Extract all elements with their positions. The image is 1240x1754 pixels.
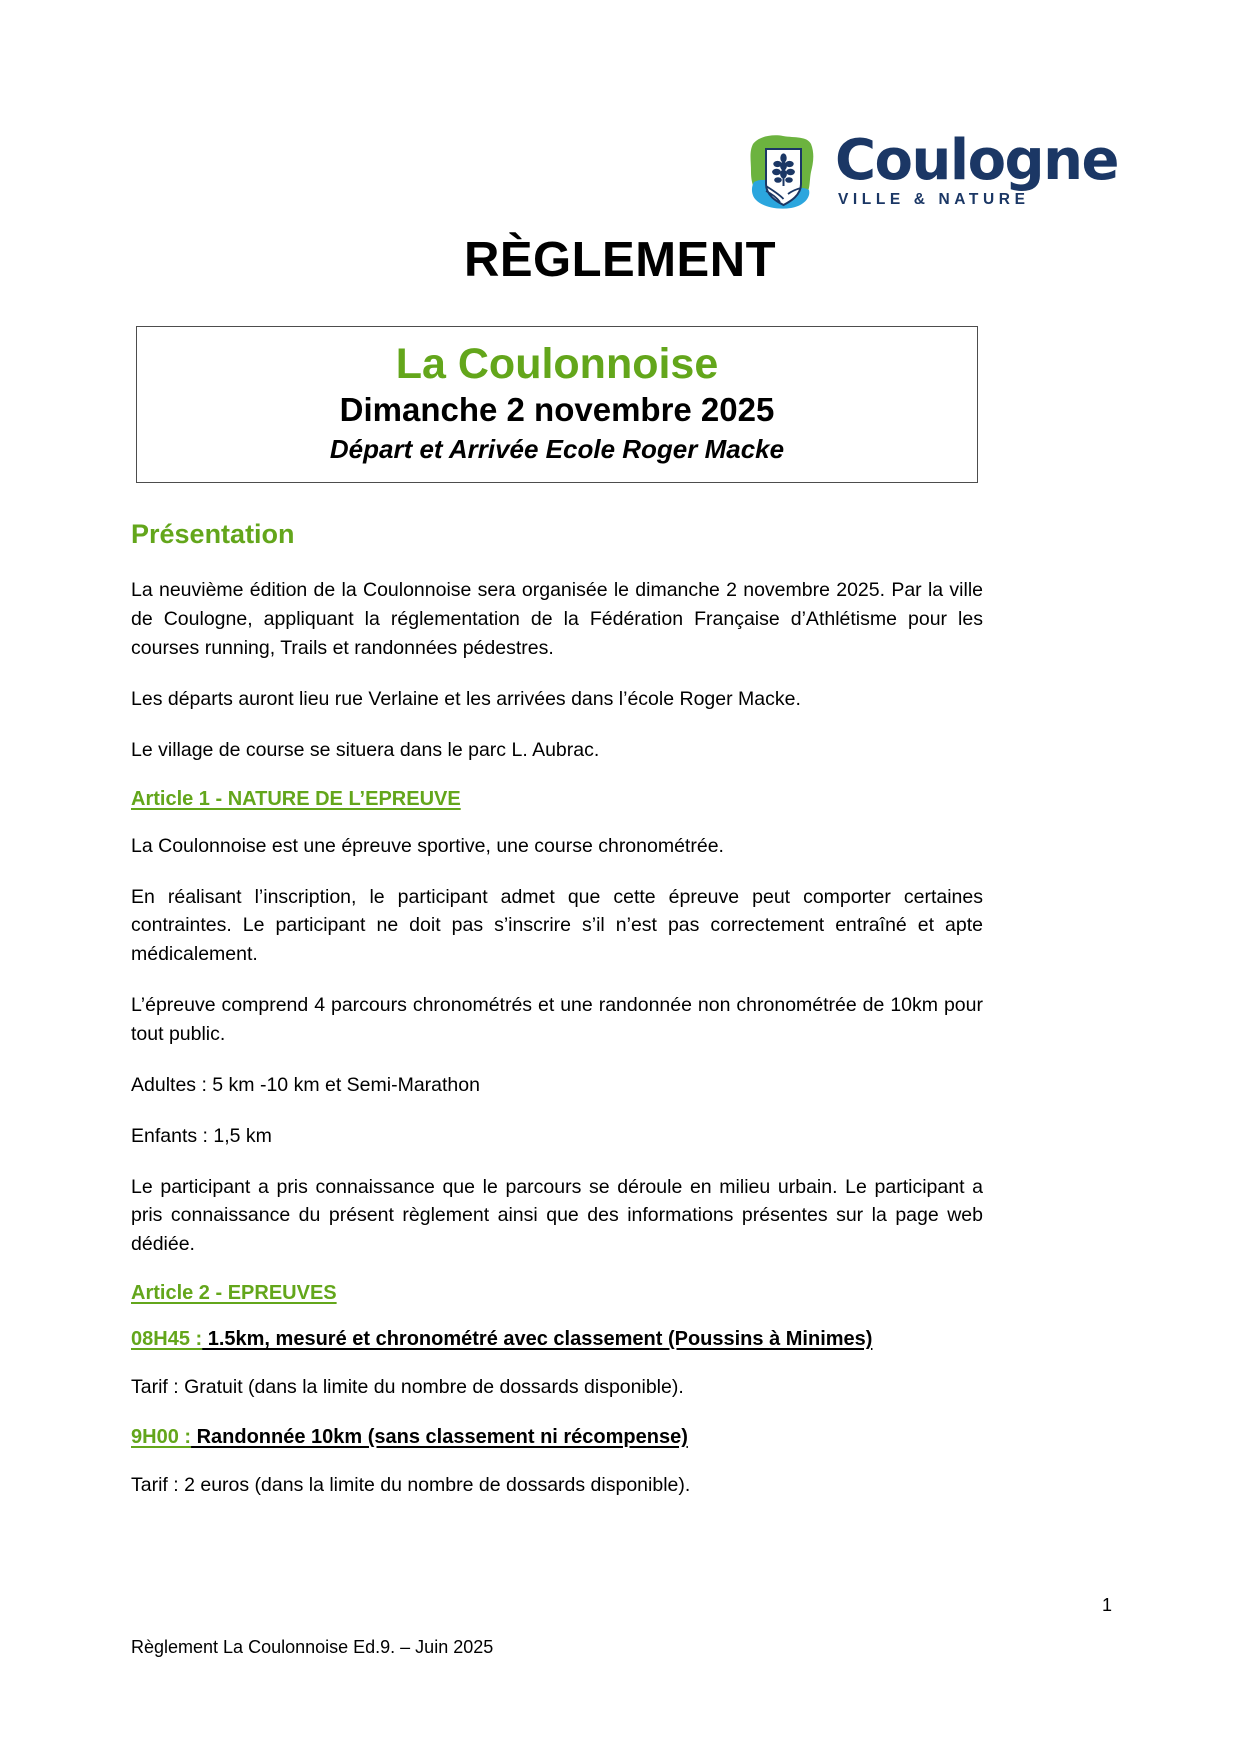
section-heading-presentation: Présentation [131,519,295,549]
presentation-paragraph-1: La neuvième édition de la Coulonnoise sera organisée le dimanche 2 novembre 2025. Par la ville de Coulogne, appliquant la réglementation de la Fédération Française d’Athlétisme pour les courses running, Trails et randonnées pédestres. [131,579,983,660]
event-date: Dimanche 2 novembre 2025 [339,391,775,429]
article1-paragraph-1: La Coulonnoise est une épreuve sportive, une course chronométrée. [131,834,724,857]
article1-children-distances: Enfants : 1,5 km [131,1124,272,1147]
article-heading-2: Article 2 - EPREUVES [131,1282,337,1305]
page-number: 1 [1101,1595,1112,1615]
coulogne-logo [739,128,1118,214]
event-entry-1 [131,1326,983,1352]
article-heading-1: Article 1 - NATURE DE L’EPREUVE [131,787,461,810]
logo-brand-name: Coulogne [834,128,1118,194]
event-2-tarif: Tarif : 2 euros (dans la limite du nombre de dossards disponible). [131,1474,691,1496]
event-1-tarif: Tarif : Gratuit (dans la limite du nombre de dossards disponible). [131,1376,684,1399]
article1-paragraph-2: En réalisant l’inscription, le participant admet que cette épreuve peut comporter certaines contraintes. Le participant ne doit pas s’inscrire s’il n’est pas correctement entraîné et apte médicalement. [131,885,983,966]
logo-tagline: VILLE & NATURE [837,191,1030,209]
article1-adults-distances: Adultes : 5 km -10 km et Semi-Marathon [131,1073,480,1096]
event-location: Départ et Arrivée Ecole Roger Macke [329,434,785,465]
event-2-description: Randonnée 10km (sans classement ni récompense) [191,1426,688,1448]
presentation-paragraph-2: Les départs auront lieu rue Verlaine et les arrivées dans l’école Roger Macke. [131,687,801,710]
event-title-box [136,326,978,483]
footer-reference: Règlement La Coulonnoise Ed.9. – Juin 2025 [131,1637,494,1657]
article1-paragraph-3: L’épreuve comprend 4 parcours chronométrés et une randonnée non chronométrée de 10km pour tout public. [131,994,983,1045]
logo-text [834,128,1118,209]
article1-paragraph-6: Le participant a pris connaissance que le parcours se déroule en milieu urbain. Le participant a pris connaissance du présent règlement ainsi que des informations présentes sur la page web dédiée. [131,1175,983,1256]
shield-tree-crest-icon [739,128,825,214]
event-entry-2 [131,1424,983,1450]
event-2-time: 9H00 : [131,1426,192,1448]
event-1-time: 08H45 : [131,1328,203,1351]
page-title: RÈGLEMENT [463,233,777,287]
event-name: La Coulonnoise [395,340,719,388]
document-body [131,518,983,1522]
presentation-paragraph-3: Le village de course se situera dans le parc L. Aubrac. [131,738,600,761]
event-1-description: 1.5km, mesuré et chronométré avec classement (Poussins à Minimes) [202,1328,873,1351]
